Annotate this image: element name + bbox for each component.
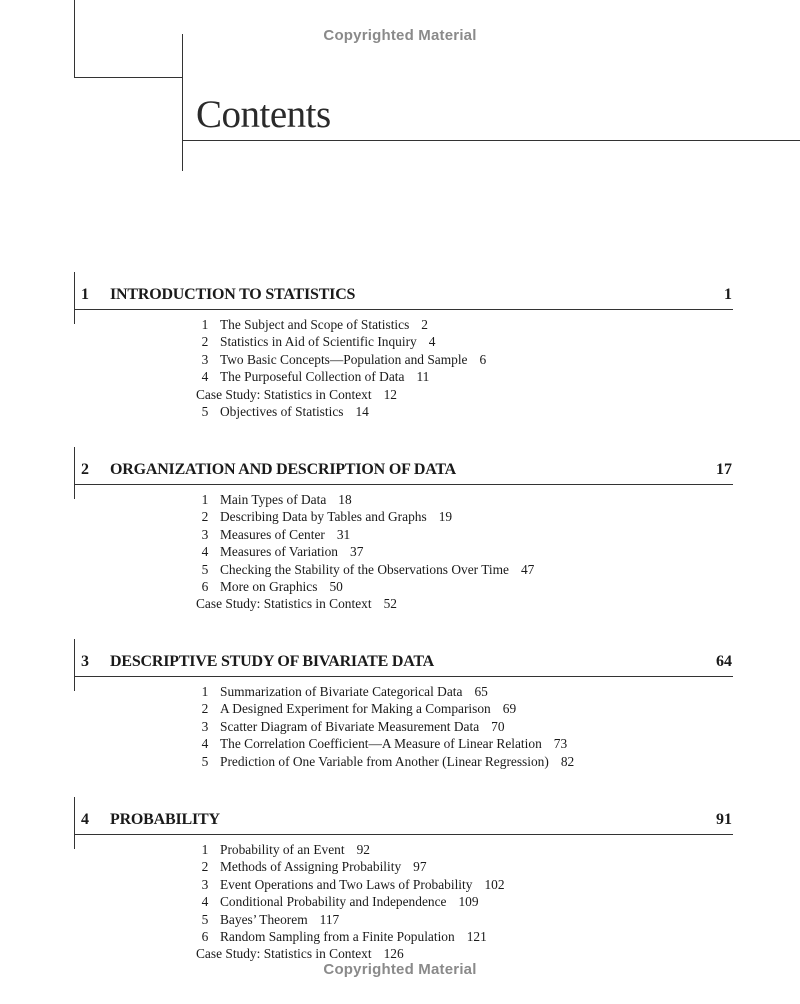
section-number: 2: [201, 509, 209, 525]
section-entry: [196, 316, 486, 333]
chapter-page-number: 91: [716, 811, 732, 828]
section-list: [196, 841, 505, 963]
chapter-number: 2: [81, 461, 89, 478]
chapter-rule: [74, 676, 733, 677]
chapter-title: ORGANIZATION AND DESCRIPTION OF DATA: [110, 461, 457, 478]
section-title: Measures of Center: [220, 526, 325, 542]
chapter-left-bar: [74, 272, 75, 324]
section-page-number: 73: [553, 736, 568, 752]
section-title: More on Graphics: [220, 578, 318, 594]
section-page-number: 102: [484, 876, 505, 892]
chapter-page-number: 1: [724, 286, 732, 303]
section-number: 5: [201, 911, 209, 927]
section-entry: [196, 683, 574, 700]
chapter-rule: [74, 484, 733, 485]
section-title: Conditional Probability and Independence: [220, 894, 447, 910]
section-page-number: 12: [383, 386, 397, 402]
section-title: Statistics in Aid of Scientific Inquiry: [220, 334, 417, 350]
section-page-number: 126: [383, 946, 404, 962]
section-page-number: 4: [428, 334, 436, 350]
section-title: Main Types of Data: [220, 492, 327, 507]
section-title: The Correlation Coefficient—A Measure of Linear Relation: [220, 736, 542, 752]
section-title: A Designed Experiment for Making a Comparison: [220, 701, 491, 717]
section-list: [196, 316, 486, 420]
section-entry: [196, 735, 574, 752]
chapter-title: INTRODUCTION TO STATISTICS: [110, 286, 356, 303]
case-study-entry: [196, 595, 534, 612]
chapter-rule: [74, 834, 733, 835]
section-entry: [196, 561, 534, 578]
chapter-title: DESCRIPTIVE STUDY OF BIVARIATE DATA: [110, 653, 435, 670]
section-entry: [196, 543, 534, 560]
section-title: The Purposeful Collection of Data: [220, 369, 405, 385]
chapter-page-number: 17: [716, 461, 732, 478]
chapter-number: 4: [81, 811, 89, 828]
section-title: Case Study: Statistics in Context: [196, 596, 372, 612]
section-title: Case Study: Statistics in Context: [196, 946, 372, 962]
section-entry: [196, 508, 534, 525]
section-page-number: 121: [466, 928, 487, 944]
corner-rule-horizontal-top: [74, 77, 183, 78]
chapter-rule: [74, 309, 733, 310]
section-title: Two Basic Concepts—Population and Sample: [220, 351, 468, 367]
section-page-number: 37: [350, 544, 364, 560]
section-entry: [196, 718, 574, 735]
section-page-number: 82: [560, 753, 575, 769]
section-number: 1: [201, 842, 209, 857]
section-page-number: 18: [338, 492, 352, 507]
section-entry: [196, 351, 486, 368]
section-entry: [196, 911, 505, 928]
section-number: 2: [201, 701, 209, 717]
section-title: Scatter Diagram of Bivariate Measurement Data: [220, 718, 480, 734]
section-entry: [196, 333, 486, 350]
section-entry: [196, 858, 505, 875]
section-number: 1: [201, 317, 209, 332]
section-title: Probability of an Event: [220, 842, 345, 857]
section-page-number: 2: [421, 317, 428, 332]
copyright-watermark-bottom: Copyrighted Material: [323, 961, 477, 978]
section-number: 6: [201, 928, 209, 944]
chapter-number: 1: [81, 286, 89, 303]
section-number: 2: [201, 859, 209, 875]
section-page-number: 31: [336, 526, 351, 542]
section-page-number: 69: [502, 701, 517, 717]
corner-rule-vertical-outer: [74, 0, 75, 78]
section-number: 5: [201, 753, 209, 769]
copyright-watermark-top: Copyrighted Material: [323, 27, 477, 44]
section-entry: [196, 368, 486, 385]
section-number: 1: [201, 492, 209, 507]
section-number: 2: [201, 334, 209, 350]
section-number: 3: [201, 351, 209, 367]
section-number: 4: [201, 369, 209, 385]
section-page-number: 52: [383, 596, 397, 612]
section-entry: [196, 491, 534, 508]
section-number: 4: [201, 544, 209, 560]
section-entry: [196, 876, 505, 893]
section-entry: [196, 753, 574, 770]
section-entry: [196, 700, 574, 717]
section-title: Objectives of Statistics: [220, 403, 344, 419]
section-number: 1: [201, 684, 209, 699]
section-number: 5: [201, 403, 209, 419]
section-number: 4: [201, 894, 209, 910]
section-entry: [196, 841, 505, 858]
section-title: Measures of Variation: [220, 544, 339, 560]
section-title: Summarization of Bivariate Categorical Data: [220, 684, 463, 699]
section-page-number: 19: [438, 509, 453, 525]
section-number: 3: [201, 526, 209, 542]
section-list: [196, 683, 574, 770]
title-underline-rule: [182, 140, 800, 141]
section-title: Random Sampling from a Finite Population: [220, 928, 455, 944]
section-title: Checking the Stability of the Observations Over Time: [220, 561, 509, 577]
chapter-left-bar: [74, 639, 75, 691]
section-title: Methods of Assigning Probability: [220, 859, 402, 875]
chapter-number: 3: [81, 653, 89, 670]
section-page-number: 70: [491, 718, 505, 734]
section-entry: [196, 578, 534, 595]
section-page-number: 117: [319, 911, 340, 927]
chapter-title: PROBABILITY: [110, 811, 220, 828]
chapter-left-bar: [74, 797, 75, 849]
page-title: Contents: [196, 93, 331, 136]
section-list: [196, 491, 534, 613]
section-number: 4: [201, 736, 209, 752]
section-page-number: 92: [356, 842, 370, 857]
section-entry: [196, 403, 486, 420]
section-title: Case Study: Statistics in Context: [196, 386, 372, 402]
section-page-number: 14: [355, 403, 369, 419]
section-page-number: 47: [520, 561, 535, 577]
section-page-number: 97: [413, 859, 427, 875]
section-number: 3: [201, 718, 209, 734]
corner-rule-vertical-inner: [182, 34, 183, 171]
section-page-number: 6: [479, 351, 487, 367]
chapter-left-bar: [74, 447, 75, 499]
section-page-number: 50: [329, 578, 343, 594]
section-entry: [196, 526, 534, 543]
section-title: Describing Data by Tables and Graphs: [220, 509, 427, 525]
section-page-number: 109: [458, 894, 479, 910]
case-study-entry: [196, 386, 486, 403]
section-entry: [196, 893, 505, 910]
section-page-number: 11: [416, 369, 430, 385]
section-page-number: 65: [474, 684, 488, 699]
section-title: The Subject and Scope of Statistics: [220, 317, 410, 332]
section-number: 3: [201, 876, 209, 892]
section-title: Prediction of One Variable from Another (Linear Regression): [220, 753, 549, 769]
section-title: Bayes’ Theorem: [220, 911, 308, 927]
section-title: Event Operations and Two Laws of Probability: [220, 876, 473, 892]
chapter-page-number: 64: [716, 653, 732, 670]
section-number: 6: [201, 578, 209, 594]
section-number: 5: [201, 561, 209, 577]
section-entry: [196, 928, 505, 945]
